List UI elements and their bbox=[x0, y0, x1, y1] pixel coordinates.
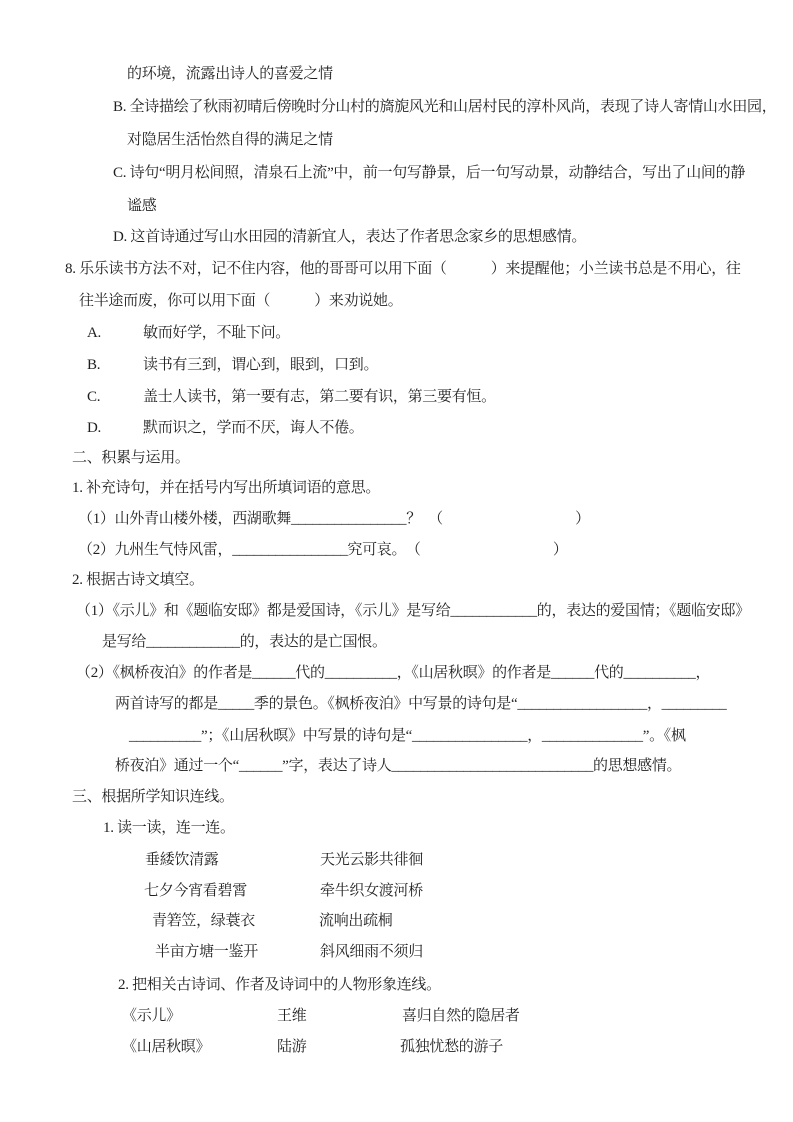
s3-q2-row2 bbox=[0, 1037, 793, 1058]
s3-q1-row2 bbox=[0, 881, 793, 902]
q8-stem-line2 bbox=[0, 291, 793, 312]
section-3-heading bbox=[0, 787, 793, 808]
section-2-heading bbox=[0, 448, 793, 469]
s2-q1-item1-text-0: （1）山外青山楼外楼，西湖歌舞________________？ （ ） bbox=[78, 511, 590, 527]
s2-q2-item2-line4 bbox=[0, 756, 793, 777]
s2-q2-item2-line4-text-0: 桥夜泊》通过一个“______”字，表达了诗人____________________________的思想感情。 bbox=[115, 758, 682, 774]
s3-q2-stem bbox=[0, 975, 793, 996]
s2-q2-item2-line3-text-0: __________”；《山居秋暝》中写景的诗句是“________________，______________”。《枫 bbox=[129, 728, 686, 744]
s3-q2-row2-text-0: 《山居秋暝》 bbox=[122, 1039, 211, 1055]
s2-q2-item2-line3 bbox=[0, 726, 793, 747]
s3-q2-row2-text-2: 孤独忧愁的游子 bbox=[400, 1039, 503, 1055]
q8-option-c-text-1: 盖士人读书，第一要有志，第二要有识，第三要有恒。 bbox=[143, 389, 496, 405]
s3-q1-row1 bbox=[0, 850, 793, 871]
q8-option-a-text-0: A. bbox=[87, 325, 101, 341]
q7-option-c-line1 bbox=[0, 163, 793, 184]
q8-option-c-text-0: C. bbox=[87, 389, 101, 405]
q8-option-d bbox=[0, 418, 793, 439]
s3-q1-row1-text-1: 天光云影共徘徊 bbox=[320, 852, 423, 868]
s2-q1-stem bbox=[0, 478, 793, 499]
q8-option-a bbox=[0, 323, 793, 344]
s2-q1-item2-text-0: （2）九州生气恃风雷，________________究可哀。 （ ） bbox=[78, 542, 568, 558]
q7-option-d bbox=[0, 227, 793, 248]
q8-option-b-text-0: B. bbox=[87, 357, 101, 373]
s3-q1-row2-text-0: 七夕今宵看碧霄 bbox=[144, 883, 247, 899]
s2-q2-item2-line2-text-0: 两首诗写的都是_____季的景色。《枫桥夜泊》中写景的诗句是“__________________，_________ bbox=[115, 696, 727, 712]
q8-option-b-text-1: 读书有三到，谓心到，眼到，口到。 bbox=[143, 357, 379, 373]
s2-q2-item2-line1 bbox=[0, 663, 793, 684]
s2-q1-stem-text-0: 1. 补充诗句，并在括号内写出所填词语的意思。 bbox=[72, 480, 381, 496]
q8-option-d-text-1: 默而识之，学而不厌，诲人不倦。 bbox=[143, 420, 364, 436]
s3-q1-row3-text-0: 青箬笠，绿蓑衣 bbox=[152, 913, 255, 929]
s2-q2-item1-line2 bbox=[0, 632, 793, 653]
s3-q1-row4-text-0: 半亩方塘一鉴开 bbox=[155, 944, 258, 960]
q7-option-b-line2-text-0: 对隐居生活怡然自得的满足之情 bbox=[127, 132, 333, 148]
q7-option-d-text-0: D. 这首诗通过写山水田园的清新宜人，表达了作者思念家乡的思想感情。 bbox=[113, 229, 587, 245]
q8-stem-line1-text-0: 8. 乐乐读书方法不对，记不住内容，他的哥哥可以用下面（ ）来提醒他；小兰读书总是不用心，往 bbox=[65, 261, 741, 277]
q7-option-b-line2 bbox=[0, 130, 793, 151]
section-3-heading-text-0: 三、根据所学知识连线。 bbox=[72, 789, 234, 805]
q7-option-c-line2 bbox=[0, 196, 793, 217]
s2-q2-item2-line2 bbox=[0, 694, 793, 715]
q8-stem-line2-text-0: 往半途而废，你可以用下面（ ）来劝说她。 bbox=[79, 293, 403, 309]
q8-option-b bbox=[0, 355, 793, 376]
s3-q2-row1-text-0: 《示儿》 bbox=[122, 1008, 181, 1024]
s2-q2-stem-text-0: 2. 根据古诗文填空。 bbox=[72, 572, 204, 588]
q8-option-c bbox=[0, 387, 793, 408]
s3-q1-row4-text-1: 斜风细雨不须归 bbox=[320, 944, 423, 960]
q8-stem-line1 bbox=[0, 259, 793, 280]
q8-option-d-text-0: D. bbox=[87, 420, 101, 436]
s3-q2-stem-text-0: 2. 把相关古诗词、作者及诗词中的人物形象连线。 bbox=[118, 977, 441, 993]
q7-option-c-line1-text-0: C. 诗句“明月松间照，清泉石上流”中，前一句写静景，后一句写动景，动静结合，写出了山间的静 bbox=[113, 165, 746, 181]
s3-q1-row1-text-0: 垂緌饮清露 bbox=[145, 852, 219, 868]
s2-q2-item1-line1-text-0: （1）《示儿》和《题临安邸》都是爱国诗，《示儿》是写给____________的，表达的爱国情；《题临安邸》 bbox=[76, 603, 750, 619]
s2-q2-item2-line1-text-0: （2）《枫桥夜泊》的作者是______代的__________，《山居秋暝》的作者是______代的__________， bbox=[76, 665, 711, 681]
s3-q1-row4 bbox=[0, 942, 793, 963]
q7-option-c-line2-text-0: 谧感 bbox=[127, 198, 157, 214]
q7-option-b-line1-text-0: B. 全诗描绘了秋雨初晴后傍晚时分山村的旖旎风光和山居村民的淳朴风尚，表现了诗人寄情山水田园， bbox=[113, 99, 777, 115]
s2-q2-stem bbox=[0, 570, 793, 591]
q7-option-a-continuation bbox=[0, 64, 793, 85]
s2-q1-item2 bbox=[0, 540, 793, 561]
s2-q2-item1-line1 bbox=[0, 601, 793, 622]
s3-q1-stem bbox=[0, 818, 793, 839]
s3-q2-row1-text-1: 王维 bbox=[277, 1008, 307, 1024]
s3-q1-row2-text-1: 牵牛织女渡河桥 bbox=[320, 883, 423, 899]
q7-option-b-line1 bbox=[0, 97, 793, 118]
q8-option-a-text-1: 敏而好学，不耻下问。 bbox=[143, 325, 291, 341]
s3-q1-row3 bbox=[0, 911, 793, 932]
q7-option-a-continuation-text-0: 的环境，流露出诗人的喜爱之情 bbox=[127, 66, 333, 82]
s3-q1-stem-text-0: 1. 读一读，连一连。 bbox=[103, 820, 235, 836]
s3-q2-row1 bbox=[0, 1006, 793, 1027]
s3-q2-row2-text-1: 陆游 bbox=[277, 1039, 307, 1055]
s2-q2-item1-line2-text-0: 是写给_____________的，表达的是亡国恨。 bbox=[102, 634, 387, 650]
s2-q1-item1 bbox=[0, 509, 793, 530]
s3-q2-row1-text-2: 喜归自然的隐居者 bbox=[402, 1008, 520, 1024]
section-2-heading-text-0: 二、积累与运用。 bbox=[72, 450, 190, 466]
s3-q1-row3-text-1: 流响出疏桐 bbox=[319, 913, 393, 929]
